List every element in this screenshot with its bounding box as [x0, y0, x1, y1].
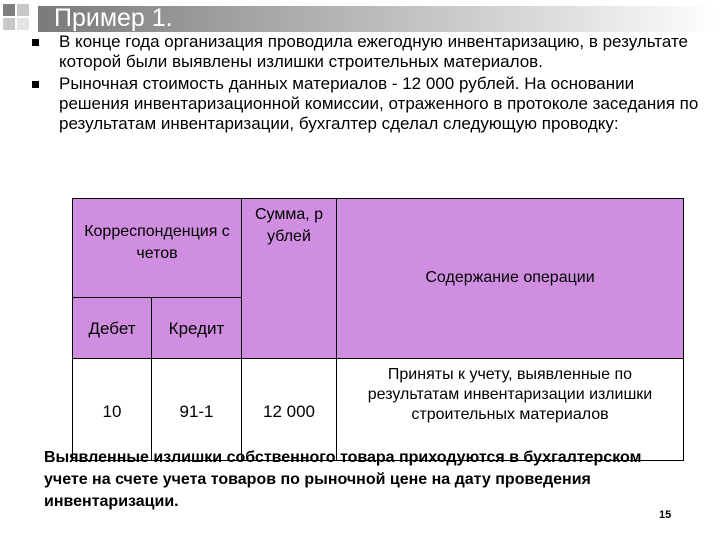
header-debit — [72, 297, 152, 359]
cell-content — [336, 358, 684, 461]
page-number: 15 — [659, 509, 672, 521]
cell-amount — [241, 358, 337, 461]
decor-square — [17, 4, 29, 16]
header-credit-text: Кредит — [168, 319, 225, 338]
slide-title: Пример 1. — [54, 4, 173, 32]
header-correspondence-text: Корреспонденция счетов — [84, 223, 230, 262]
bullet-item — [26, 74, 706, 134]
bullet-text: В конце года организация проводила ежегодную инвентаризацию, в результате которой были выявлены излишки строительных материалов. — [59, 32, 689, 71]
footer-note: Выявленные излишки собственного товара приходуются в бухгалтерском учете на счете учета товаров по рыночной цене на дату проведения инвентаризации. — [44, 449, 642, 510]
cell-content-text: Приняты к учету, выявленные по результатам инвентаризации излишки строительных материалов — [367, 366, 653, 423]
decor-square — [3, 4, 15, 16]
square-bullet-icon — [32, 39, 39, 46]
header-content-text: Содержание операции — [425, 269, 595, 286]
decor-square — [3, 18, 15, 30]
header-credit — [151, 297, 242, 359]
cell-credit — [151, 358, 242, 461]
decor-square — [17, 18, 29, 30]
header-correspondence — [72, 198, 242, 298]
header-debit-text: Дебет — [88, 319, 136, 338]
cell-credit-text: 91-1 — [179, 402, 214, 421]
header-amount — [241, 198, 337, 359]
cell-debit-text: 10 — [102, 402, 122, 421]
header-amount-text: Сумма, рублей — [254, 206, 324, 245]
bullet-item — [26, 32, 706, 72]
posting-table — [72, 198, 684, 461]
bullet-list — [26, 32, 706, 136]
cell-amount-text: 12 000 — [263, 402, 315, 421]
header-content — [336, 198, 684, 359]
square-bullet-icon — [32, 81, 39, 88]
bullet-text: Рыночная стоимость данных материалов - 12 000 рублей. На основании решения инвентаризационной комиссии, отраженного в протоколе заседания по результатам инвентаризации, бухгалтер сделал следующую проводку: — [59, 74, 699, 133]
cell-debit — [72, 358, 152, 461]
